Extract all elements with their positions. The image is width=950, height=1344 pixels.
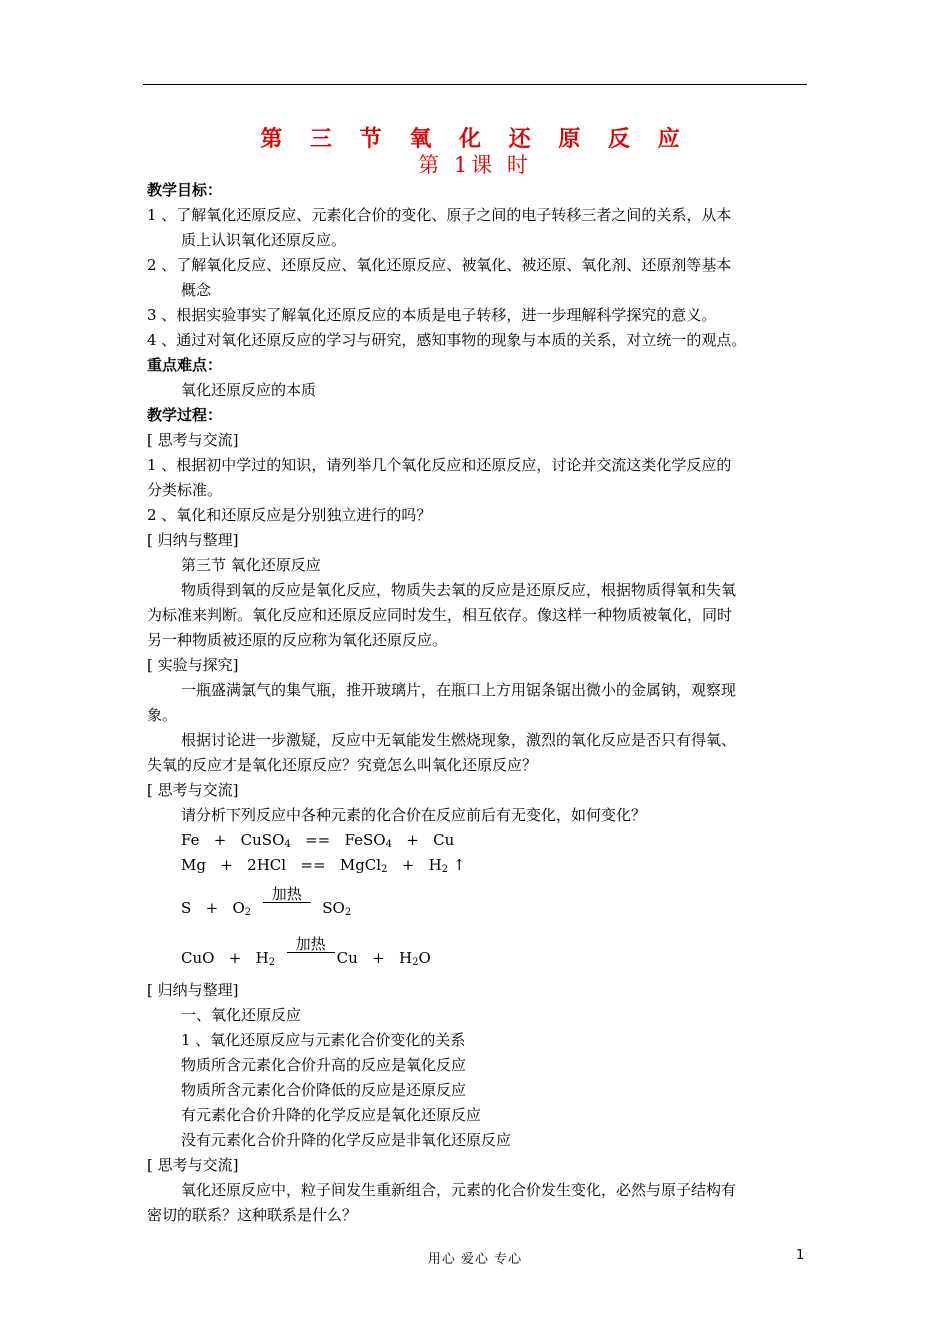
goal-2-cont: 概念 [181, 281, 212, 299]
equation-3 [147, 885, 819, 921]
paragraph-4-cont: 密切的联系？这种联系是什么？ [147, 1206, 358, 1224]
think-exchange-1: [ 思考与交流] [147, 431, 239, 449]
equation-4 [147, 935, 819, 971]
summary-point-4: 物质所含元素化合价降低的反应是还原反应 [181, 1081, 467, 1099]
heating-condition-2 [285, 935, 337, 971]
goal-1-cont: 质上认识氧化还原反应。 [181, 231, 347, 249]
goal-4: 4 、通过对氧化还原反应的学习与研究，感知事物的现象与本质的关系，对立统一的观点。 [147, 331, 747, 349]
eq1-equals: == [305, 831, 331, 849]
equation-1 [147, 828, 819, 853]
condition-bar [263, 902, 311, 903]
summary-point-2: 1 、氧化还原反应与元素化合价变化的关系 [181, 1031, 466, 1049]
eq2-sub-c: 2 [381, 864, 388, 875]
eq1-reactant-a: Fe [181, 831, 200, 849]
eq1-plus: + [213, 831, 227, 849]
paragraph-1-cont2: 另一种物质被还原的反应称为氧化还原反应。 [147, 631, 448, 649]
eq1-sub-b: 4 [284, 839, 291, 850]
paragraph-3-cont: 失氧的反应才是氧化还原反应？究竟怎么叫氧化还原反应？ [147, 756, 538, 774]
header-rule [143, 84, 807, 85]
eq3-product-c: SO [322, 899, 345, 917]
summary-point-1: 一、氧化还原反应 [181, 1006, 302, 1024]
eq1-plus-2: + [406, 831, 419, 849]
eq2-product-c: MgCl [339, 856, 382, 874]
goal-2: 2 、了解氧化反应、还原反应、氧化还原反应、被氧化、被还原、氧化剂、还原剂等基本 [147, 256, 732, 274]
page-subtitle: 第 1课 时 [418, 153, 532, 177]
analysis-prompt: 请分析下列反应中各种元素的化合价在反应前后有无变化，如何变化？ [181, 806, 647, 824]
document-body [147, 178, 819, 1228]
eq2-plus: + [220, 856, 233, 874]
summary-1: [ 归纳与整理] [147, 531, 239, 549]
eq4-sub-b: 2 [268, 957, 276, 968]
process-heading: 教学过程： [147, 406, 223, 424]
footer-motto: 用心 爱心 专心 [427, 1252, 523, 1267]
eq4-product-c: Cu [336, 949, 358, 967]
eq4-plus: + [228, 949, 242, 967]
paragraph-4: 氧化还原反应中，粒子间发生重新组合，元素的化合价发生变化，必然与原子结构有 [181, 1181, 737, 1199]
experiment-heading: [ 实验与探究] [147, 656, 239, 674]
paragraph-2: 一瓶盛满氯气的集气瓶，推开玻璃片，在瓶口上方用锯条锯出微小的金属钠，观察现 [181, 681, 737, 699]
heating-condition [261, 885, 313, 921]
eq3-sub-c: 2 [344, 907, 352, 918]
eq1-product-d: Cu [433, 831, 455, 849]
eq3-reactant-b: O [232, 899, 245, 917]
summary-point-3: 物质所含元素化合价升高的反应是氧化反应 [181, 1056, 467, 1074]
goal-1: 1 、了解氧化还原反应、元素化合价的变化、原子之间的电子转移三者之间的关系，从本 [147, 206, 732, 224]
eq2-product-d: H [428, 856, 442, 874]
page-title: 第 三 节 氧 化 还 原 反 应 [260, 127, 690, 152]
paragraph-2-cont: 象。 [147, 706, 178, 724]
eq1-reactant-b: CuSO [240, 831, 285, 849]
summary-2: [ 归纳与整理] [147, 981, 239, 999]
paragraph-1: 物质得到氧的反应是氧化反应，物质失去氧的反应是还原反应，根据物质得氧和失氧 [181, 581, 737, 599]
gas-arrow-icon: ↑ [452, 856, 466, 874]
eq3-reactant-a: S [181, 899, 192, 917]
eq1-product-c: FeSO [344, 831, 386, 849]
eq4-product-d2: O [418, 949, 431, 967]
heating-label-2: 加热 [295, 935, 326, 953]
think-exchange-3: [ 思考与交流] [147, 1156, 239, 1174]
eq2-equals: == [300, 856, 326, 874]
eq4-reactant-a: CuO [181, 949, 215, 967]
section-title: 第三节 氧化还原反应 [181, 556, 321, 574]
eq4-sub-d: 2 [412, 957, 419, 968]
paragraph-1-cont: 为标准来判断。氧化反应和还原反应同时发生，相互依存。像这样一种物质被氧化，同时 [147, 606, 733, 624]
summary-point-5: 有元素化合价升降的化学反应是氧化还原反应 [181, 1106, 482, 1124]
paragraph-3: 根据讨论进一步激疑，反应中无氧能发生燃烧现象，激烈的氧化反应是否只有得氧、 [181, 731, 737, 749]
summary-point-6: 没有元素化合价升降的化学反应是非氧化还原反应 [181, 1131, 512, 1149]
key-heading: 重点难点： [147, 356, 223, 374]
heating-label: 加热 [271, 885, 302, 903]
page-number: 1 [796, 1248, 805, 1263]
eq4-reactant-b: H [255, 949, 269, 967]
eq2-reactant-a: Mg [181, 856, 206, 874]
question-1: 1 、根据初中学过的知识，请列举几个氧化反应和还原反应，讨论并交流这类化学反应的 [147, 456, 732, 474]
equation-2 [147, 853, 819, 878]
eq4-plus-2: + [372, 949, 385, 967]
eq2-plus-2: + [401, 856, 415, 874]
condition-bar-2 [287, 952, 335, 953]
eq3-sub-b: 2 [244, 907, 252, 918]
key-text: 氧化还原反应的本质 [181, 381, 317, 399]
goal-heading: 教学目标： [147, 181, 223, 199]
eq4-product-d: H [399, 949, 413, 967]
think-exchange-2: [ 思考与交流] [147, 781, 239, 799]
eq3-plus: + [205, 899, 219, 917]
eq1-sub-c: 4 [385, 839, 392, 850]
goal-3: 3 、根据实验事实了解氧化还原反应的本质是电子转移，进一步理解科学探究的意义。 [147, 306, 717, 324]
question-2: 2 、氧化和还原反应是分别独立进行的吗？ [147, 506, 432, 524]
question-1-cont: 分类标准。 [147, 481, 223, 499]
eq2-sub-d: 2 [441, 864, 449, 875]
eq2-reactant-b: 2HCl [247, 856, 287, 874]
